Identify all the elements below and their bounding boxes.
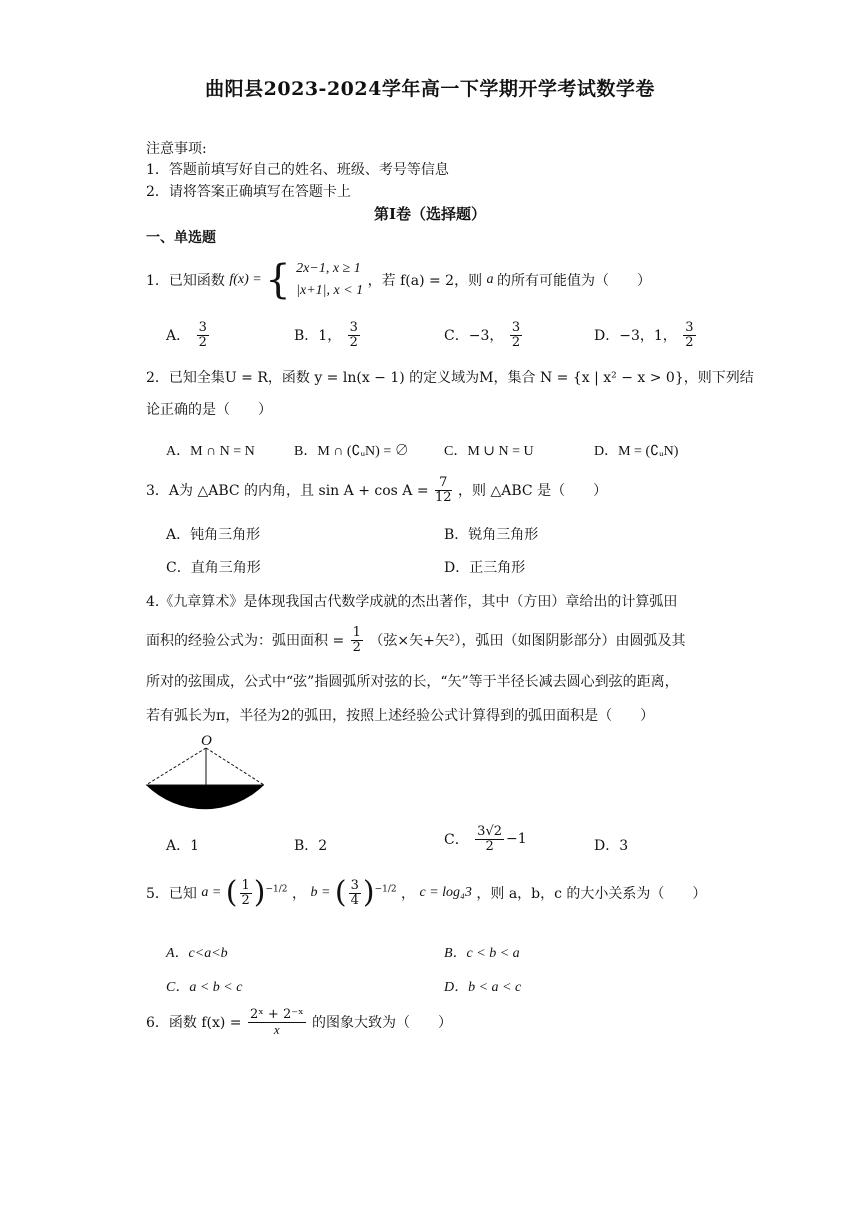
q1-option-d: D．−3，1， $\frac{3}{2}$ <box>594 320 694 350</box>
q2-line-2: 论正确的是（ ） <box>146 402 272 418</box>
q2-line-1: 2．已知全集U = R，函数 y = ln(x − 1) 的定义域为M，集合 N = {x | x² − x > 0}，则下列结 <box>146 370 754 386</box>
q1-option-a: A． $\frac{3}{2}$ <box>166 320 207 350</box>
q3-option-d: D．正三角形 <box>444 560 526 576</box>
q5-option-a: A．c<a<b <box>166 946 228 961</box>
radius-right <box>206 748 264 785</box>
q4-option-c: C． $\frac{3√2}{2}$ −1 <box>444 824 527 854</box>
radius-left <box>146 748 206 785</box>
note-item: 1．答题前填写好自己的姓名、班级、考号等信息 <box>146 162 449 178</box>
question-1: 1．已知函数 f(x) = { 2x−1, x ≥ 1 |x+1|, x < 1 ，若 f(a) = 2，则 a 的所有可能值为（ ） <box>146 257 652 303</box>
question-5: 5．已知 a = ( $\frac{1}{2}$ )$^{-1/2}$ ， b = ( $\frac{3}{4}$ )$^{-1/2}$ ， c = log₄3 ，则 a，b，c 的大小关系为（ ） <box>146 875 707 910</box>
q4-option-b: B．2 <box>294 838 328 854</box>
q1-mid: ，若 f(a) = 2，则 <box>367 273 483 289</box>
q5-option-c: C．a < b < c <box>166 980 243 995</box>
q4-line-2: 面积的经验公式为：弧田面积 = $\frac{1}{2}$ （弦×矢+矢²），弧田（如图阴影部分）由圆弧及其 <box>146 625 686 655</box>
section-heading: 第I卷（选择题） <box>373 205 487 223</box>
q2-option-a: A．M ∩ N = N <box>166 444 255 459</box>
q4-line-4: 若有弧长为π，半径为2的弧田，按照上述经验公式计算得到的弧田面积是（ ） <box>146 708 655 724</box>
q1-cases <box>296 258 363 302</box>
q2-option-d: D．M = (∁ᵤN) <box>594 444 679 459</box>
notes-heading: 注意事项: <box>146 141 207 157</box>
q5-option-b: B．c < b < a <box>444 946 520 961</box>
part-heading: 一、单选题 <box>146 230 216 246</box>
q4-line-3: 所对的弦围成，公式中“弦”指圆弧所对弦的长，“矢”等于半径长减去圆心到弦的距离， <box>146 674 679 690</box>
q4-option-a: A．1 <box>166 838 200 854</box>
note-item: 2．请将答案正确填写在答题卡上 <box>146 184 351 200</box>
figure-label-o: O <box>201 733 212 749</box>
q4-line-1: 4.《九章算术》是体现我国古代数学成就的杰出著作，其中（方田）章给出的计算弧田 <box>146 594 678 610</box>
arc-field-shaded <box>146 785 264 809</box>
q1-prefix: 1．已知函数 <box>146 273 225 289</box>
q2-option-c: C．M ∪ N = U <box>444 444 534 459</box>
q3-option-b: B．锐角三角形 <box>444 527 539 543</box>
q2-option-b: B．M ∩ (∁ᵤN) = ∅ <box>294 444 409 459</box>
q1-option-c: C．−3， $\frac{3}{2}$ <box>444 320 521 350</box>
q3-option-c: C．直角三角形 <box>166 560 261 576</box>
question-6: 6．函数 f(x) = $\frac{\text{2ˣ + 2⁻ˣ}}{x}$ 的图象大致为（ ） <box>146 1007 453 1037</box>
q5-option-d: D．b < a < c <box>444 980 522 995</box>
q4-option-d: D．3 <box>594 838 629 854</box>
question-3: 3．A为 △ABC 的内角，且 sin A + cos A = $\frac{7}{12}$ ，则 △ABC 是（ ） <box>146 475 608 505</box>
q3-option-a: A．钝角三角形 <box>166 527 261 543</box>
q1-option-b: B．1， $\frac{3}{2}$ <box>294 320 358 350</box>
q1-case-1: 2x−1, x ≥ 1 <box>296 261 361 276</box>
arc-field-figure <box>140 730 270 822</box>
q1-end: 的所有可能值为（ ） <box>497 273 652 289</box>
page-title: 曲阳县2023-2024学年高一下学期开学考试数学卷 <box>205 78 655 100</box>
q1-case-2: |x+1|, x < 1 <box>296 283 364 298</box>
